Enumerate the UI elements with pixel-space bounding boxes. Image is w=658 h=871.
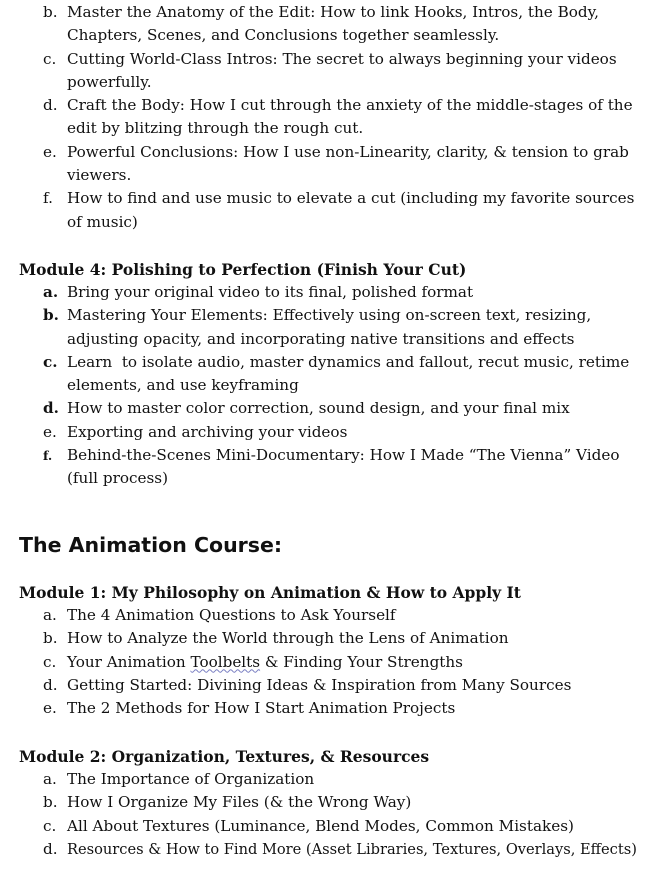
list-marker: c. <box>43 652 57 671</box>
list-marker: e. <box>43 699 57 718</box>
module4-heading: Module 4: Polishing to Perfection (Finish Your Cut) <box>19 260 467 279</box>
list-item <box>0 838 658 861</box>
module3-continued-list <box>0 1 658 234</box>
list-marker: a. <box>43 283 59 301</box>
list-marker: c. <box>43 816 57 835</box>
list-item-text: The 2 Methods for How I Start Animation Projects <box>67 699 456 718</box>
list-marker: a. <box>43 770 57 788</box>
list-item <box>0 815 658 838</box>
list-item <box>0 397 658 420</box>
list-item <box>0 768 658 791</box>
list-item <box>0 444 658 491</box>
list-item-text: All About Textures (Luminance, Blend Modes, Common Mistakes) <box>67 816 574 835</box>
list-item <box>0 421 658 444</box>
list-marker: b. <box>43 629 58 648</box>
animation-module1-list <box>0 604 658 720</box>
list-item-text: Learn to isolate audio, master dynamics and fallout, recut music, retime elements, and use keyframing <box>67 352 635 395</box>
module4-list <box>0 281 658 491</box>
list-item <box>0 94 658 141</box>
animation-module2-heading: Module 2: Organization, Textures, & Resources <box>19 747 430 766</box>
list-item-text-before: Your Animation <box>67 652 191 671</box>
list-item <box>0 697 658 720</box>
list-item-text: Exporting and archiving your videos <box>67 422 348 441</box>
list-item-text: The 4 Animation Questions to Ask Yourself <box>67 606 396 624</box>
list-marker: d. <box>43 675 58 694</box>
list-item <box>0 674 658 697</box>
list-item-text: How to find and use music to elevate a cut (including my favorite sources of music) <box>67 189 635 231</box>
list-item-text: Master the Anatomy of the Edit: How to link Hooks, Intros, the Body, Chapters, Scenes, and Conclusions together seamlessly. <box>67 3 599 45</box>
list-item <box>0 281 658 304</box>
list-item-text: Mastering Your Elements: Effectively using on-screen text, resizing, adjusting opacity, and incorporating native transitions and effects <box>67 306 592 348</box>
list-marker: b. <box>43 306 59 325</box>
list-item-text: How to Analyze the World through the Lens of Animation <box>67 629 509 648</box>
list-item-text: Bring your original video to its final, polished format <box>67 283 474 301</box>
list-item <box>0 791 658 814</box>
list-item <box>0 141 658 188</box>
list-item-text: Cutting World-Class Intros: The secret to always beginning your videos powerfully. <box>67 49 617 91</box>
list-marker: c. <box>43 49 57 68</box>
animation-module1-heading: Module 1: My Philosophy on Animation & How to Apply It <box>19 583 521 602</box>
list-item-text: Behind-the-Scenes Mini-Documentary: How I Made “The Vienna” Video (full process) <box>67 446 620 488</box>
list-item-text: How I Organize My Files (& the Wrong Way) <box>67 793 412 812</box>
list-item-text: Resources & How to Find More (Asset Libraries, Textures, Overlays, Effects) <box>67 840 637 858</box>
list-item <box>0 187 658 234</box>
list-marker: b. <box>43 3 58 21</box>
list-marker: a. <box>43 606 57 624</box>
list-item <box>0 351 658 398</box>
list-marker: d. <box>43 399 59 418</box>
list-item-text: How to master color correction, sound design, and your final mix <box>67 399 570 418</box>
list-item <box>0 651 658 674</box>
list-item <box>0 604 658 627</box>
list-item-text: Powerful Conclusions: How I use non-Linearity, clarity, & tension to grab viewers. <box>67 142 629 185</box>
list-marker: d. <box>43 96 58 115</box>
list-item-text: Craft the Body: How I cut through the anxiety of the middle-stages of the edit by blitzing through the rough cut. <box>67 96 633 138</box>
list-item-text-after: & Finding Your Strengths <box>260 652 463 671</box>
list-item <box>0 48 658 95</box>
list-marker: f. <box>43 448 53 464</box>
list-item-text: Getting Started: Divining Ideas & Inspiration from Many Sources <box>67 675 572 694</box>
list-marker: c. <box>43 352 58 371</box>
animation-module2-list <box>0 768 658 861</box>
list-item-text: The Importance of Organization <box>67 770 315 788</box>
course-title: The Animation Course: <box>19 533 283 557</box>
list-marker: b. <box>43 793 58 812</box>
list-item <box>0 1 658 48</box>
list-item <box>0 304 658 351</box>
list-marker: d. <box>43 839 58 858</box>
list-marker: e. <box>43 422 57 441</box>
list-marker: f. <box>43 189 53 208</box>
list-marker: e. <box>43 142 57 161</box>
list-item <box>0 627 658 650</box>
spellcheck-underlined-word[interactable]: Toolbelts <box>190 652 261 671</box>
